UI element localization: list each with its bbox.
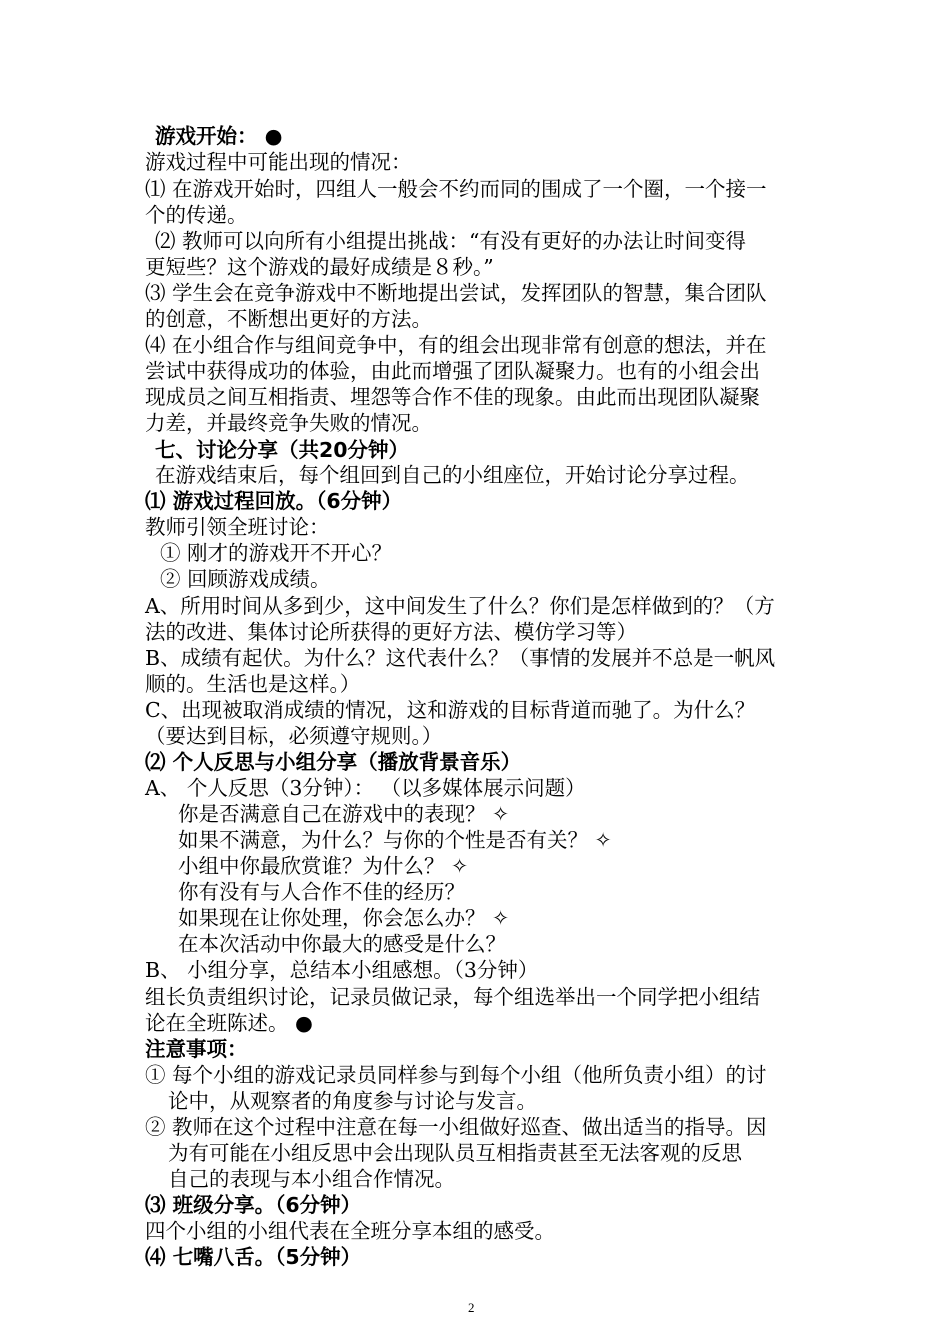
question-item: 如果现在让你处理，你会怎么办？ ✧ [178, 906, 510, 930]
paragraph-line: 论在全班陈述。 ● [145, 1011, 313, 1035]
paragraph-line: 个的传递。 [145, 203, 248, 227]
note-item: ① 每个小组的游戏记录员同样参与到每个小组（他所负责小组）的讨 [145, 1063, 767, 1087]
subheading-class-share: ⑶ 班级分享。（6分钟） [145, 1193, 362, 1217]
paragraph-line: ⑷ 在小组合作与组间竞争中，有的组会出现非常有创意的想法，并在 [145, 333, 767, 357]
paragraph-line: 四个小组的小组代表在全班分享本组的感受。 [145, 1219, 555, 1243]
note-item: ② 教师在这个过程中注意在每一小组做好巡查、做出适当的指导。因 [145, 1115, 767, 1139]
list-item: ② 回顾游戏成绩。 [160, 567, 331, 591]
subheading-replay: ⑴ 游戏过程回放。（6分钟） [145, 489, 403, 513]
paragraph-line: 的创意，不断想出更好的方法。 [145, 307, 432, 331]
paragraph-line: B、 小组分享，总结本小组感想。（3分钟） [145, 958, 539, 982]
paragraph-line: A、 个人反思（3分钟）： （以多媒体展示问题） [145, 776, 586, 800]
paragraph-line: ⑵ 教师可以向所有小组提出挑战：“有没有更好的办法让时间变得 [155, 229, 746, 253]
paragraph-line: 法的改进、集体讨论所获得的更好方法、模仿学习等） [145, 620, 637, 644]
paragraph-line: 更短些？这个游戏的最好成绩是８秒。” [145, 255, 494, 279]
subheading-free-talk: ⑷ 七嘴八舌。（5分钟） [145, 1245, 362, 1269]
paragraph-line: （要达到目标，必须遵守规则。） [145, 724, 443, 748]
paragraph-line: ⑶ 学生会在竞争游戏中不断地提出尝试，发挥团队的智慧，集合团队 [145, 281, 767, 305]
note-item-continued: 自己的表现与本小组合作情况。 [168, 1167, 455, 1191]
paragraph-line: C、出现被取消成绩的情况，这和游戏的目标背道而驰了。为什么？ [145, 698, 756, 722]
paragraph-line: A、所用时间从多到少，这中间发生了什么？你们是怎样做到的？（方 [145, 594, 775, 618]
paragraph-line: 力差，并最终竞争失败的情况。 [145, 411, 432, 435]
section-heading-discussion: 七、讨论分享（共20分钟） [155, 438, 410, 462]
question-item: 你有没有与人合作不佳的经历？ [178, 880, 465, 904]
note-item-continued: 为有可能在小组反思中会出现队员互相指责甚至无法客观的反思 [168, 1141, 742, 1165]
heading-game-start: 游戏开始： ● [155, 124, 283, 148]
question-item: 在本次活动中你最大的感受是什么？ [178, 932, 506, 956]
note-item-continued: 论中，从观察者的角度参与讨论与发言。 [168, 1089, 537, 1113]
list-item: ① 刚才的游戏开不开心？ [160, 541, 393, 565]
question-item: 如果不满意，为什么？与你的个性是否有关？ ✧ [178, 828, 612, 852]
paragraph-line: 教师引领全班讨论： [145, 515, 330, 539]
paragraph-line: 游戏过程中可能出现的情况： [145, 150, 412, 174]
paragraph-line: 现成员之间互相指责、埋怨等合作不佳的现象。由此而出现团队凝聚 [145, 385, 760, 409]
page-number: 2 [468, 1300, 475, 1315]
paragraph-line: B、成绩有起伏。为什么？这代表什么？（事情的发展并不总是一帆风 [145, 646, 776, 670]
paragraph-line: 组长负责组织讨论，记录员做记录，每个组选举出一个同学把小组结 [145, 985, 760, 1009]
paragraph-line: ⑴ 在游戏开始时，四组人一般会不约而同的围成了一个圈，一个接一 [145, 177, 767, 201]
subheading-notes: 注意事项： [145, 1037, 248, 1061]
paragraph-line: 在游戏结束后，每个组回到自己的小组座位，开始讨论分享过程。 [155, 463, 750, 487]
paragraph-line: 尝试中获得成功的体验，由此而增强了团队凝聚力。也有的小组会出 [145, 359, 760, 383]
question-item: 你是否满意自己在游戏中的表现？ ✧ [178, 802, 510, 826]
paragraph-line: 顺的。生活也是这样。） [145, 672, 361, 696]
question-item: 小组中你最欣赏谁？为什么？ ✧ [178, 854, 469, 878]
subheading-reflection: ⑵ 个人反思与小组分享（播放背景音乐） [145, 750, 522, 774]
